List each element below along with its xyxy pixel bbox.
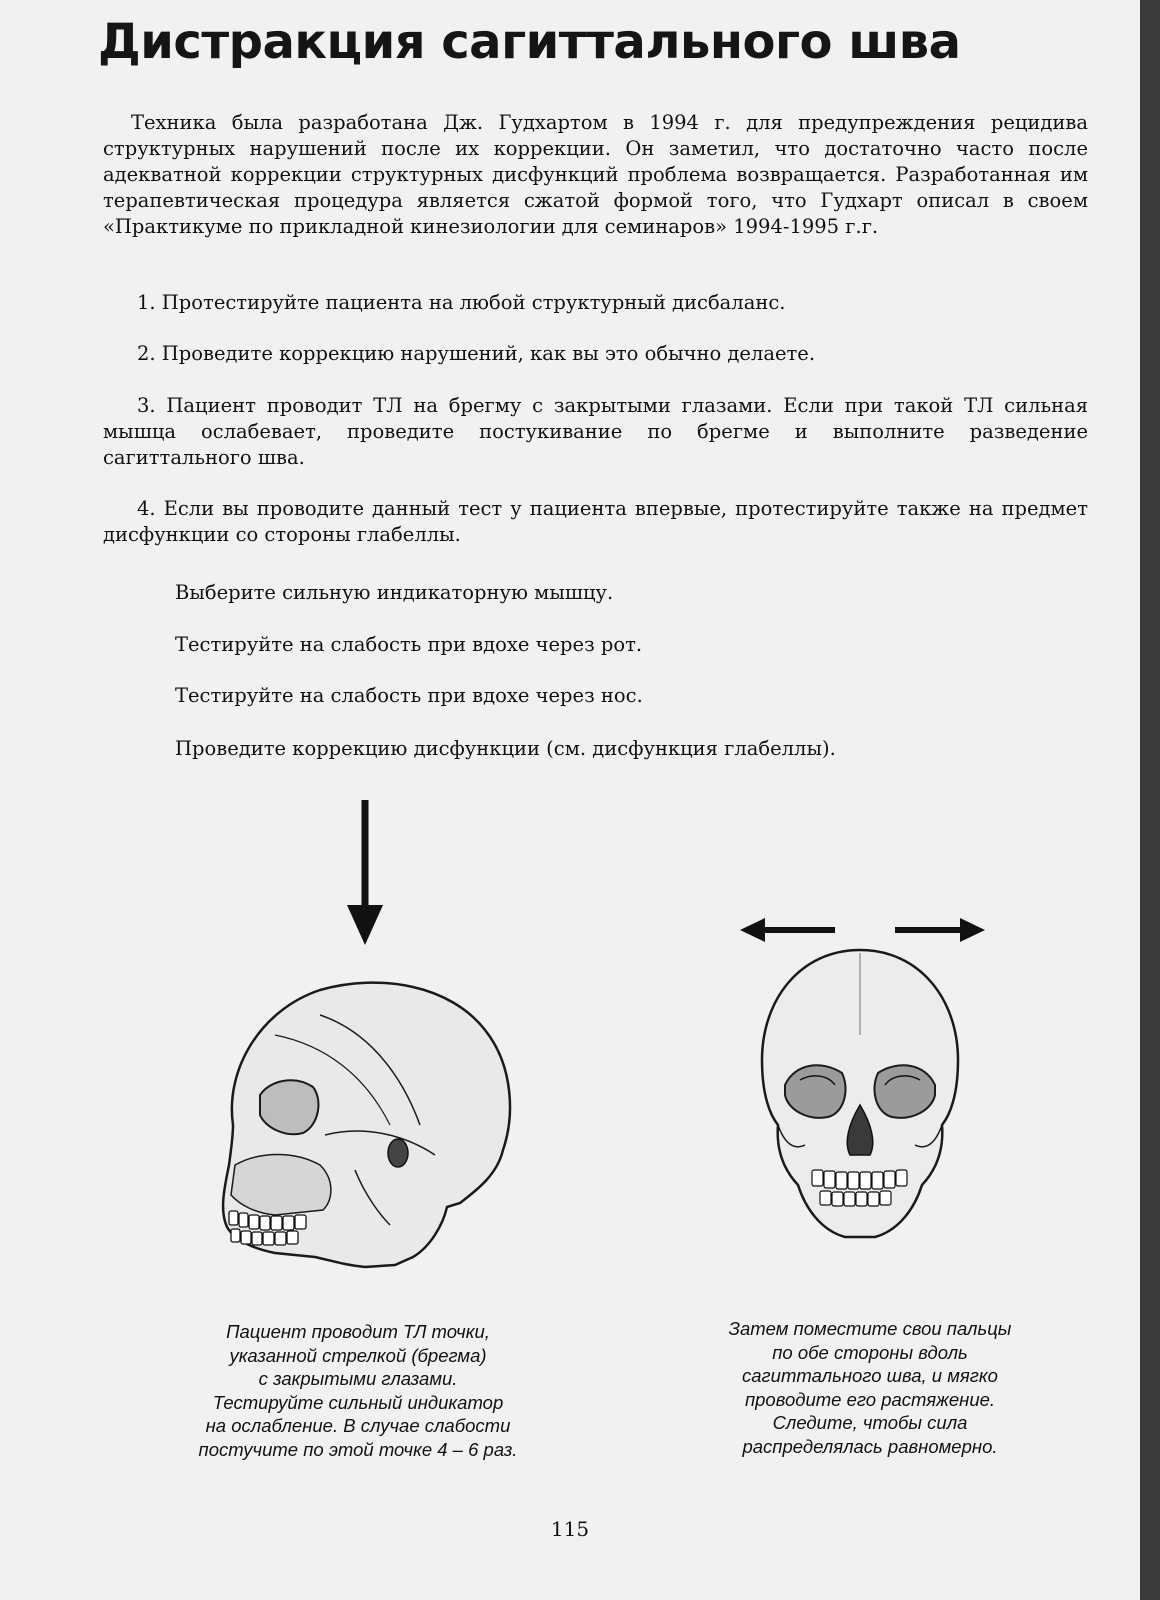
step-1: 1. Протестируйте пациента на любой структурный дисбаланс. — [137, 291, 786, 314]
skull-front-illustration-icon — [750, 945, 970, 1245]
page-title: Дистракция сагиттального шва — [98, 14, 961, 70]
substep-3: Тестируйте на слабость при вдохе через нос. — [175, 684, 643, 707]
caption-right-line: сагиттального шва, и мягко — [742, 1365, 998, 1386]
step-4: 4. Если вы проводите данный тест у пациента впервые, протестируйте также на предмет дисфункции со стороны глабеллы. — [103, 497, 1088, 546]
caption-right-line: распределялась равномерно. — [742, 1435, 998, 1457]
substep-2: Тестируйте на слабость при вдохе через рот. — [175, 633, 643, 656]
substep-1: Выберите сильную индикаторную мышцу. — [175, 581, 614, 604]
caption-left-line: Пациент проводит ТЛ точки, — [226, 1321, 490, 1342]
page-edge-shadow — [1140, 0, 1160, 1600]
caption-right — [660, 1317, 1080, 1458]
step-2: 2. Проведите коррекцию нарушений, как вы это обычно делаете. — [137, 342, 816, 365]
caption-right-line: Затем поместите свои пальцы — [728, 1318, 1012, 1339]
caption-left-line: постучите по этой точке 4 – 6 раз. — [198, 1438, 518, 1460]
caption-right-line: проводите его растяжение. — [744, 1388, 996, 1410]
caption-left-line: на ослабление. В случае слабости — [205, 1415, 511, 1436]
caption-right-line: Следите, чтобы сила — [772, 1412, 968, 1433]
page-number: 115 — [550, 1517, 590, 1541]
intro-paragraph: Техника была разработана Дж. Гудхартом в 1994 г. для предупреждения рецидива структурных нарушений после их коррекции. Он заметил, что достаточно часто после адекватной коррекции структурных дисфункций проблема возвращается. Разработанная им терапевтическая процедура является сжатой формой того, что Гудхарт описал в своем «Практикуме по прикладной кинезиологии для семинаров» 1994-1995 г.г. — [103, 111, 1088, 238]
step-3: 3. Пациент проводит ТЛ на брегму с закрытыми глазами. Если при такой ТЛ сильная мышца ослабевает, проведите постукивание по брегме и выполните разведение сагиттального шва. — [103, 394, 1088, 469]
caption-left-line: Тестируйте сильный индикатор — [212, 1391, 504, 1413]
caption-left-line: с закрытыми глазами. — [258, 1368, 458, 1389]
caption-left — [148, 1320, 568, 1461]
substep-4: Проведите коррекцию дисфункции (см. дисфункция глабеллы). — [175, 737, 836, 760]
caption-left-line: указанной стрелкой (брегма) — [229, 1344, 487, 1366]
caption-right-line: по обе стороны вдоль — [772, 1341, 968, 1363]
